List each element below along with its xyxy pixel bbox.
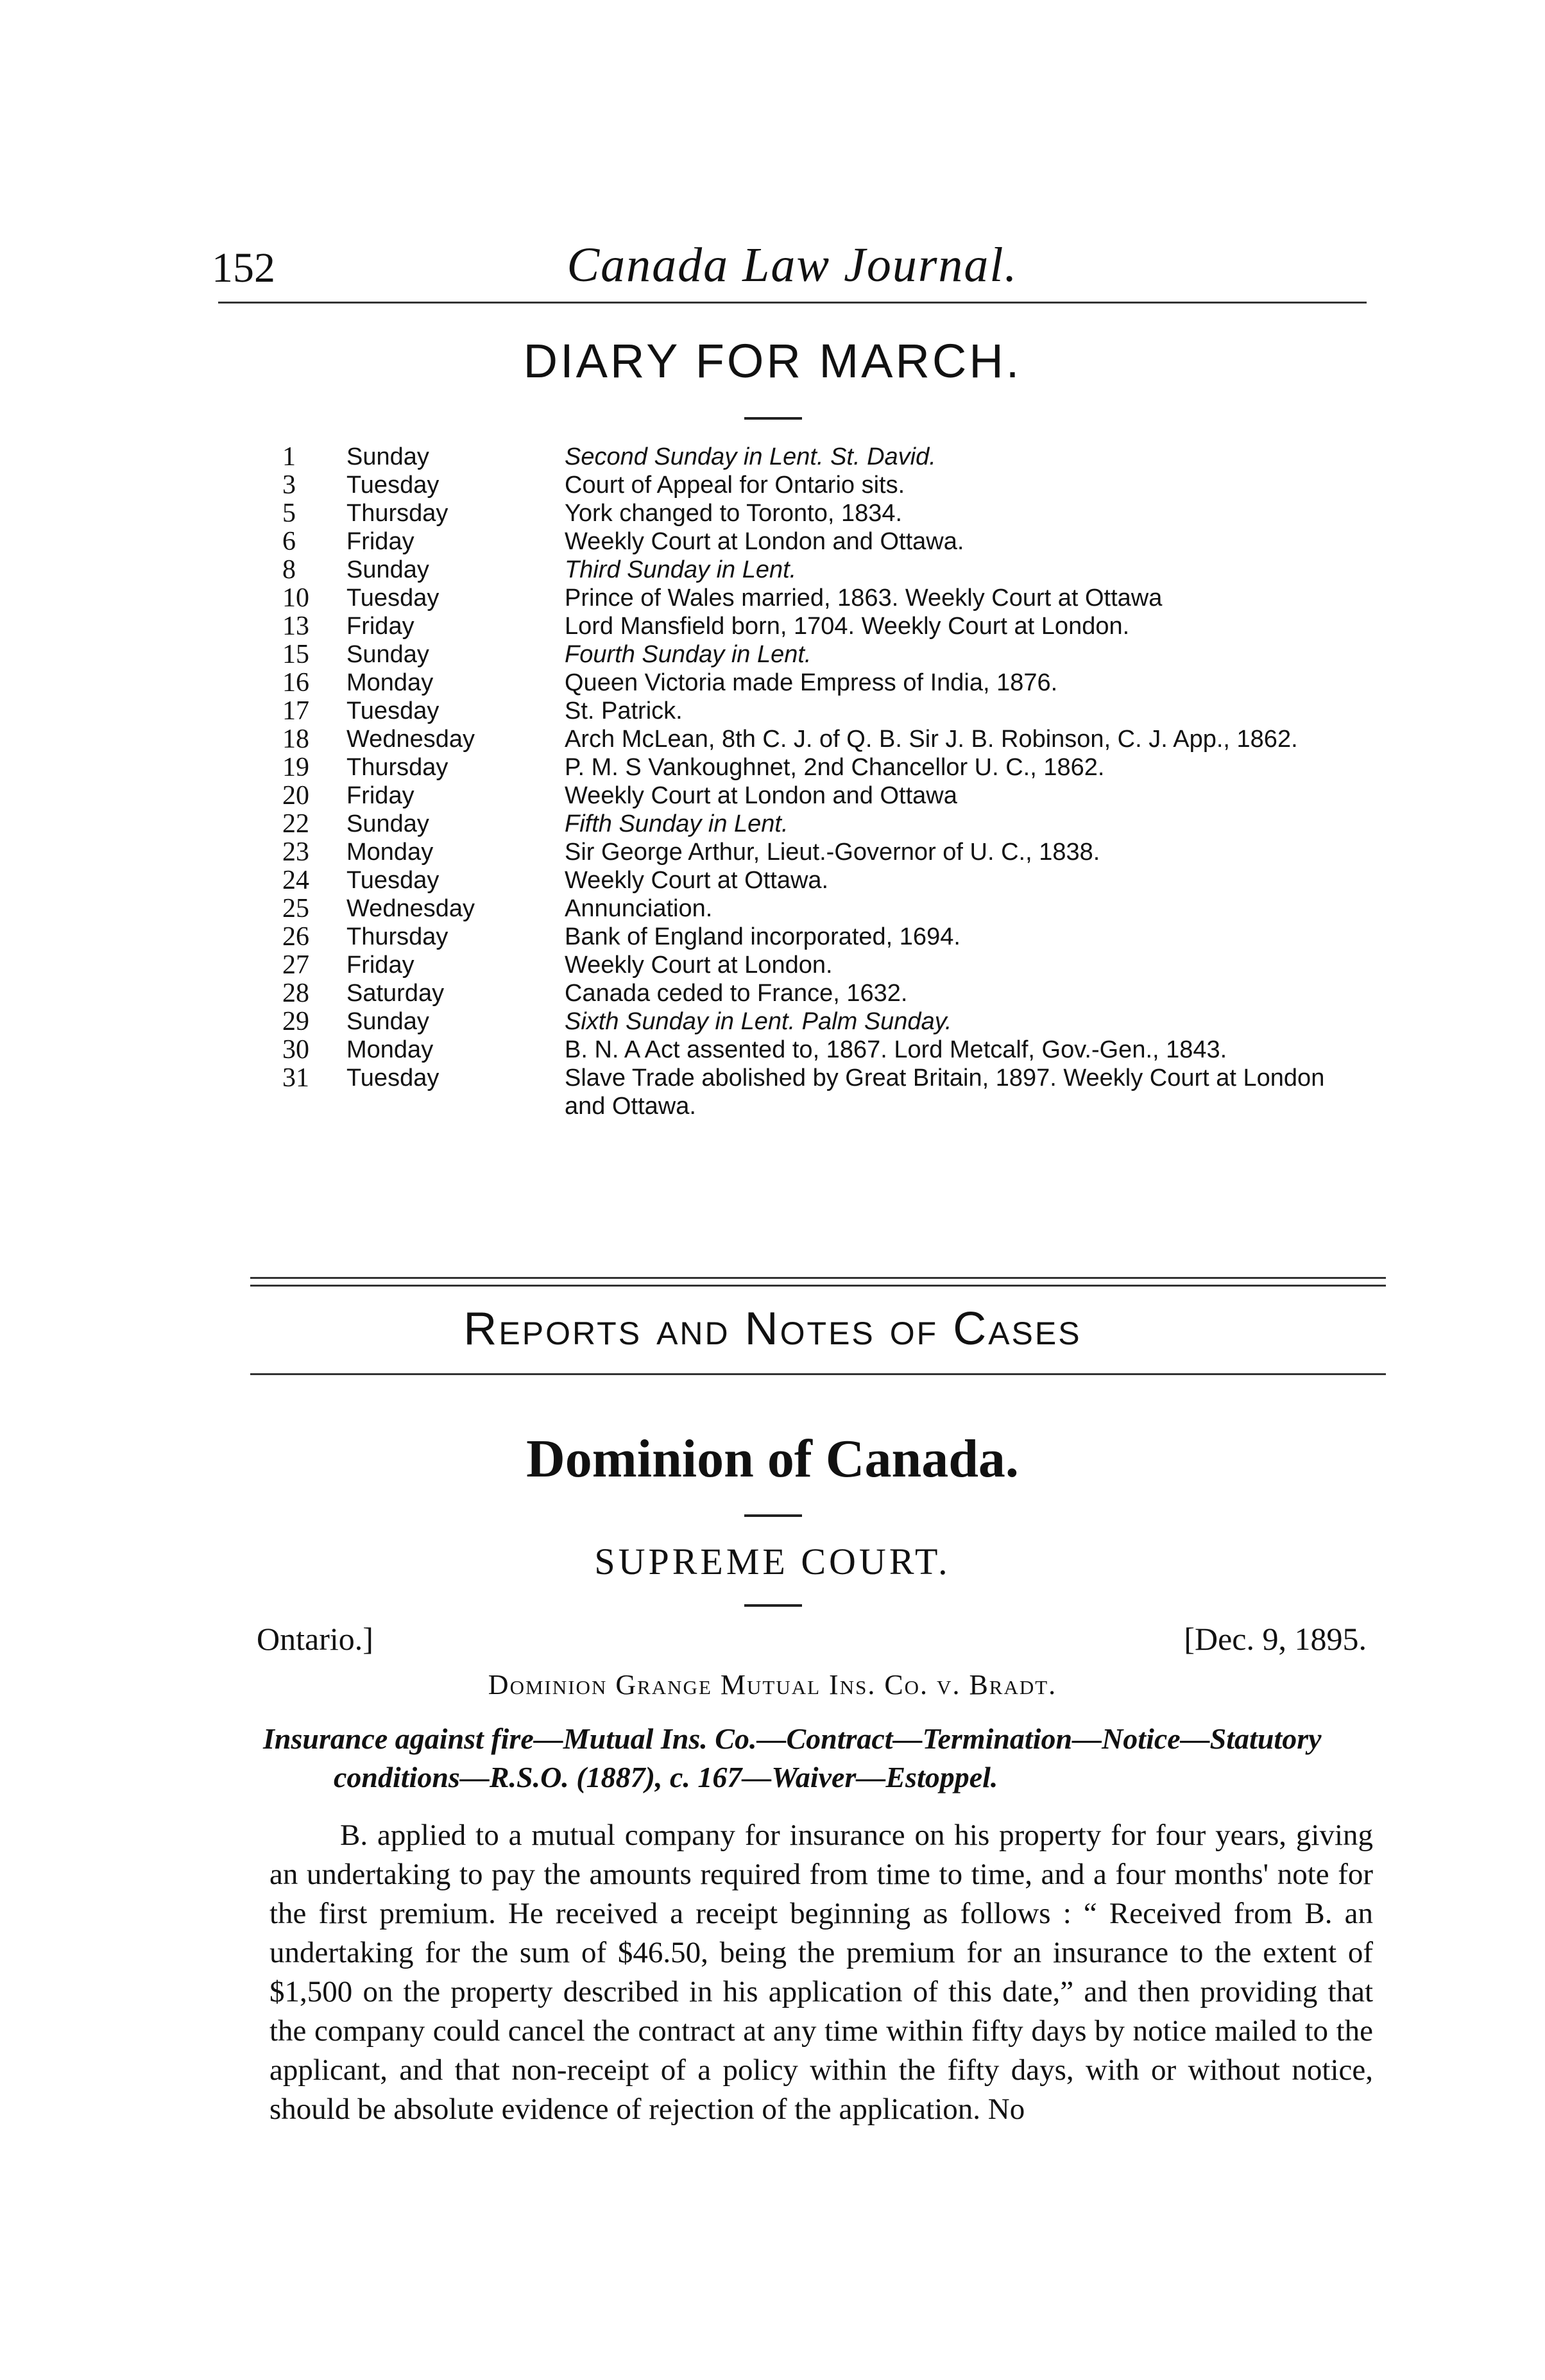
diary-day-number: 5 [282, 499, 296, 528]
diary-day-number: 10 [282, 583, 309, 613]
diary-day-number: 25 [282, 894, 309, 923]
diary-day-number: 16 [282, 668, 309, 698]
diary-event: Weekly Court at London and Ottawa. [565, 528, 964, 555]
case-headnote: Insurance against fire—Mutual Ins. Co.—Contract—Termination—Notice—Statutory conditions—R.S.O. (1887), c. 167—Waiver—Estoppel. [263, 1722, 1322, 1794]
diary-day-number: 13 [282, 612, 309, 641]
diary-day-number: 30 [282, 1035, 309, 1065]
diary-weekday: Sunday [346, 641, 429, 668]
diary-entry [282, 1007, 1341, 1036]
diary-weekday: Thursday [346, 500, 448, 527]
diary-entry [282, 782, 1341, 810]
diary-day-number: 29 [282, 1007, 309, 1036]
diary-entry [282, 527, 1341, 556]
diary-entry [282, 979, 1341, 1007]
diary-weekday: Sunday [346, 810, 429, 837]
diary-day-number: 18 [282, 724, 309, 754]
diary-event: Weekly Court at Ottawa. [565, 867, 829, 894]
diary-entry [282, 669, 1341, 697]
diary-event: St. Patrick. [565, 698, 683, 724]
diary-event: Arch McLean, 8th C. J. of Q. B. Sir J. B. Robinson, C. J. App., 1862. [565, 726, 1298, 753]
diary-day-number: 20 [282, 781, 309, 810]
diary-entry [282, 443, 1341, 471]
diary-day-number: 22 [282, 809, 309, 839]
diary-event: Slave Trade abolished by Great Britain, 1897. Weekly Court at London and Ottawa. [565, 1065, 1325, 1120]
diary-day-number: 28 [282, 979, 309, 1008]
reports-rule [250, 1373, 1386, 1375]
diary-entry [282, 584, 1341, 612]
diary-weekday: Friday [346, 952, 414, 979]
diary-event: P. M. S Vankoughnet, 2nd Chancellor U. C., 1862. [565, 754, 1105, 781]
diary-weekday: Tuesday [346, 585, 440, 612]
diary-entry [282, 612, 1341, 640]
diary-entry [282, 1036, 1341, 1064]
journal-title: Canada Law Journal. [567, 238, 1018, 292]
diary-entry [282, 838, 1341, 866]
diary-day-number: 3 [282, 470, 296, 500]
diary-event: Annunciation. [565, 895, 713, 922]
diary-event: B. N. A Act assented to, 1867. Lord Metcalf, Gov.-Gen., 1843. [565, 1036, 1227, 1063]
diary-day-number: 31 [282, 1063, 309, 1093]
diary-weekday: Sunday [346, 1008, 429, 1035]
diary-entry [282, 471, 1341, 499]
diary-weekday: Sunday [346, 556, 429, 583]
diary-weekday: Saturday [346, 980, 445, 1007]
diary-event: Court of Appeal for Ontario sits. [565, 472, 905, 499]
diary-day-number: 19 [282, 753, 309, 782]
page-number: 152 [212, 244, 275, 291]
diary-weekday: Sunday [346, 443, 429, 470]
diary-day-number: 27 [282, 950, 309, 980]
diary-event: Second Sunday in Lent. St. David. [565, 443, 936, 470]
diary-weekday: Wednesday [346, 726, 475, 753]
diary-weekday: Tuesday [346, 867, 440, 894]
diary-entry [282, 697, 1341, 725]
diary-weekday: Wednesday [346, 895, 475, 922]
reports-section-title: Reports and Notes of Cases [463, 1303, 1082, 1355]
diary-event: Sixth Sunday in Lent. Palm Sunday. [565, 1008, 952, 1035]
diary-event: Prince of Wales married, 1863. Weekly Court at Ottawa [565, 585, 1163, 612]
diary-weekday: Monday [346, 1036, 434, 1063]
case-parties: Dominion Grange Mutual Ins. Co. v. Bradt. [488, 1669, 1057, 1700]
diary-entry [282, 895, 1341, 923]
case-body: B. applied to a mutual company for insurance on his property for four years, giving an undertaking to pay the amounts required from time to time, and a four months' note for the first premium. He received a receipt beginning as follows : “ Received from B. an undertaking for the sum of $46.50, being the premium for an insurance to the extent of $1,500 on the property described in his application of this date,” and then providing that the company could cancel the contract at any time within fifty days by notice mailed to the applicant, and that non-receipt of a policy within the fifty days, with or without notice, should be absolute evidence of rejection of the application. No [269, 1819, 1373, 2126]
diary-event: Third Sunday in Lent. [565, 556, 797, 583]
diary-entry [282, 556, 1341, 584]
diary-event: Canada ceded to France, 1632. [565, 980, 908, 1007]
diary-day-number: 1 [282, 442, 296, 472]
diary-event: Weekly Court at London. [565, 952, 833, 979]
diary-event: Lord Mansfield born, 1704. Weekly Court at London. [565, 613, 1130, 640]
diary-entry [282, 499, 1341, 527]
divider-rule [744, 1604, 802, 1607]
court-heading: SUPREME COURT. [594, 1541, 951, 1582]
diary-entry [282, 640, 1341, 669]
double-rule-top [250, 1277, 1386, 1279]
diary-event: Fifth Sunday in Lent. [565, 810, 789, 837]
diary-weekday: Thursday [346, 754, 448, 781]
diary-entry [282, 1064, 1341, 1120]
diary-event: Queen Victoria made Empress of India, 1876. [565, 669, 1058, 696]
diary-day-number: 26 [282, 922, 309, 952]
header-rule [218, 302, 1367, 304]
case-line [257, 1620, 1367, 1665]
diary-weekday: Tuesday [346, 698, 440, 724]
diary-event: Weekly Court at London and Ottawa [565, 782, 957, 809]
diary-list [282, 443, 1341, 1120]
diary-weekday: Tuesday [346, 1065, 440, 1092]
diary-weekday: Thursday [346, 923, 448, 950]
diary-entry [282, 923, 1341, 951]
diary-weekday: Monday [346, 839, 434, 866]
diary-weekday: Friday [346, 613, 414, 640]
diary-event: York changed to Toronto, 1834. [565, 500, 903, 527]
diary-event: Bank of England incorporated, 1694. [565, 923, 960, 950]
diary-entry [282, 725, 1341, 753]
diary-day-number: 23 [282, 837, 309, 867]
diary-entry [282, 951, 1341, 979]
diary-weekday: Monday [346, 669, 434, 696]
diary-weekday: Friday [346, 782, 414, 809]
diary-title: DIARY FOR MARCH. [523, 334, 1022, 388]
diary-day-number: 6 [282, 527, 296, 556]
double-rule-bottom [250, 1285, 1386, 1287]
diary-day-number: 17 [282, 696, 309, 726]
divider-rule [744, 417, 802, 420]
running-head [212, 231, 1373, 302]
diary-day-number: 24 [282, 866, 309, 895]
diary-weekday: Tuesday [346, 472, 440, 499]
diary-event: Sir George Arthur, Lieut.-Governor of U. C., 1838. [565, 839, 1100, 866]
diary-day-number: 15 [282, 640, 309, 669]
divider-rule [744, 1514, 802, 1517]
diary-entry [282, 866, 1341, 895]
jurisdiction-heading: Dominion of Canada. [526, 1429, 1019, 1489]
diary-entry [282, 810, 1341, 838]
decision-date: [Dec. 9, 1895. [1184, 1621, 1367, 1657]
diary-event: Fourth Sunday in Lent. [565, 641, 812, 668]
province-label: Ontario.] [257, 1621, 373, 1657]
diary-weekday: Friday [346, 528, 414, 555]
diary-entry [282, 753, 1341, 782]
diary-day-number: 8 [282, 555, 296, 585]
